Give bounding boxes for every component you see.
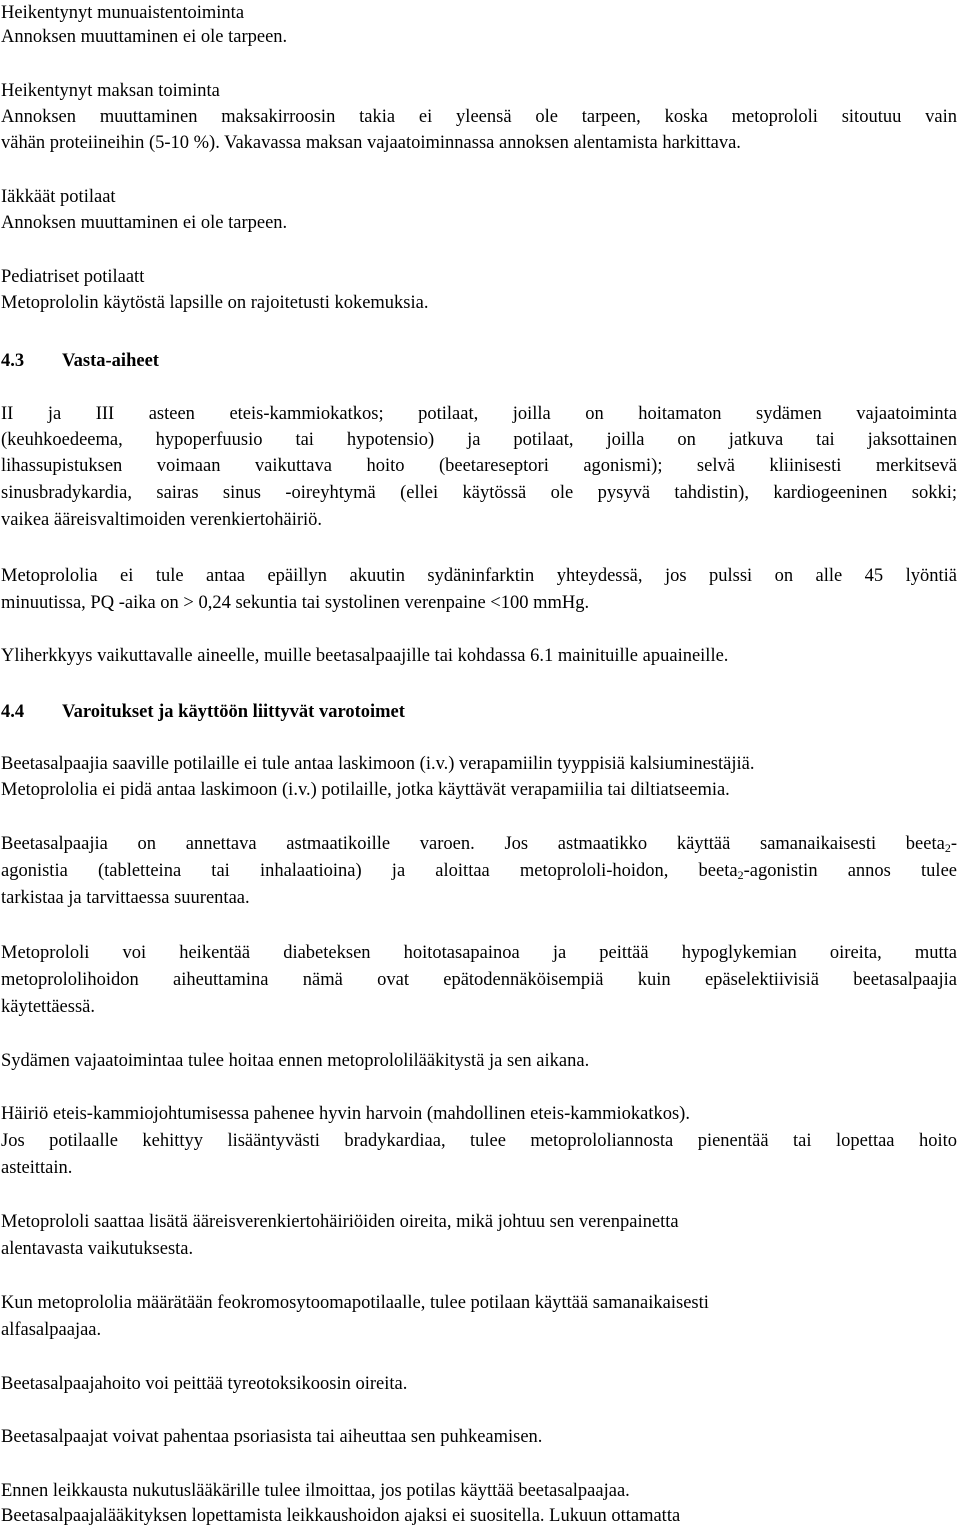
contraindications-line: vaikea ääreisvaltimoiden verenkiertohäiriö.: [1, 510, 323, 530]
hepatic-text-line-1: Annoksen muuttaminen maksakirroosin takia ei yleensä ole tarpeen, koska metoprololi sitoutuu vain: [1, 107, 957, 127]
hypersensitivity-text: Yliherkkyys vaikuttavalle aineelle, muille beetasalpaajille tai kohdassa 6.1 mainituille apuaineille.: [1, 646, 729, 666]
av-block-warning-line: Häiriö eteis-kammiojohtumisessa pahenee hyvin harvoin (mahdollinen eteis-kammiokatkos).: [1, 1104, 690, 1124]
psoriasis-warning: Beetasalpaajat voivat pahentaa psoriasista tai aiheuttaa sen puhkeamisen.: [1, 1427, 543, 1447]
thyrotoxicosis-warning: Beetasalpaajahoito voi peittää tyreotoksikoosin oireita.: [1, 1374, 408, 1394]
section-title: Varoitukset ja käyttöön liittyvät varotoimet: [62, 702, 405, 722]
section-4-3-heading: [1, 348, 159, 375]
asthma-warning-line-2: agonistia (tabletteina tai inhalaatioina) ja aloittaa metoprololi-hoidon, beeta$_2$-agonistin annos tulee: [1, 861, 957, 882]
asthma-warning-line-3: tarkistaa ja tarvittaessa suurentaa.: [1, 888, 250, 908]
av-block-warning-line: Jos potilaalle kehittyy lisääntyvästi bradykardiaa, tulee metoprololiannosta pienentää tai lopettaa hoito: [1, 1131, 957, 1151]
renal-heading: Heikentynyt munuaistentoiminta: [1, 3, 245, 23]
warning-line: Metoprololia ei pidä antaa laskimoon (i.v.) potilaille, jotka käyttävät verapamiilia tai diltiatseemia.: [1, 780, 730, 800]
renal-text: Annoksen muuttaminen ei ole tarpeen.: [1, 27, 288, 47]
circulation-warning-line: alentavasta vaikutuksesta.: [1, 1239, 194, 1259]
contraindications-line: (keuhkoedeema, hypoperfuusio tai hypotensio) ja potilaat, joilla on jatkuva tai jaksottainen: [1, 430, 957, 450]
surgery-warning-line: Beetasalpaajalääkityksen lopettamista leikkaushoidon ajaksi ei suositella. Lukuun ottamatta: [1, 1506, 681, 1526]
section-number: 4.4: [1, 702, 25, 722]
circulation-warning-line: Metoprololi saattaa lisätä ääreisverenkiertohäiriöiden oireita, mikä johtuu sen verenpainetta: [1, 1212, 679, 1232]
section-title: Vasta-aiheet: [62, 351, 159, 371]
pediatric-text: Metoprololin käytöstä lapsille on rajoitetusti kokemuksia.: [1, 293, 429, 313]
heart-failure-warning: Sydämen vajaatoimintaa tulee hoitaa ennen metoprololilääkitystä ja sen aikana.: [1, 1051, 590, 1071]
diabetes-warning-line: metoprololihoidon aiheuttamina nämä ovat epätodennäköisempiä kuin epäselektiivisiä beetasalpaajia: [1, 970, 957, 990]
hepatic-text-line-2: vähän proteiineihin (5-10 %). Vakavassa maksan vajaatoiminnassa annoksen alentamista harkittava.: [1, 133, 741, 153]
contraindications-line: lihassupistuksen voimaan vaikuttava hoito (beetareseptori agonismi); selvä kliinisesti merkitsevä: [1, 456, 957, 476]
hepatic-heading: Heikentynyt maksan toiminta: [1, 81, 220, 101]
diabetes-warning-line: Metoprololi voi heikentää diabeteksen hoitotasapainoa ja peittää hypoglykemian oireita, mutta: [1, 943, 957, 963]
elderly-text: Annoksen muuttaminen ei ole tarpeen.: [1, 213, 288, 233]
elderly-heading: Iäkkäät potilaat: [1, 187, 116, 207]
section-4-4-heading: [1, 699, 405, 726]
diabetes-warning-line: käytettäessä.: [1, 997, 95, 1017]
pediatric-heading: Pediatriset potilaatt: [1, 267, 145, 287]
surgery-warning-line: Ennen leikkausta nukutuslääkärille tulee ilmoittaa, jos potilas käyttää beetasalpaajaa.: [1, 1481, 630, 1501]
pheochromocytoma-warning-line: Kun metoprololia määrätään feokromosytoomapotilaalle, tulee potilaan käyttää samanaikaisesti: [1, 1293, 709, 1313]
av-block-warning-line: asteittain.: [1, 1158, 73, 1178]
asthma-warning-line-1: Beetasalpaajia on annettava astmaatikoille varoen. Jos astmaatikko käyttää samanaikaisesti beeta$_2$-: [1, 834, 957, 855]
mi-contraindication-line: Metoprololia ei tule antaa epäillyn akuutin sydäninfarktin yhteydessä, jos pulssi on alle 45 lyöntiä: [1, 566, 957, 586]
contraindications-line: II ja III asteen eteis-kammiokatkos; potilaat, joilla on hoitamaton sydämen vajaatoiminta: [1, 404, 957, 424]
mi-contraindication-line: minuutissa, PQ -aika on > 0,24 sekuntia tai systolinen verenpaine <100 mmHg.: [1, 593, 590, 613]
warning-line: Beetasalpaajia saaville potilaille ei tule antaa laskimoon (i.v.) verapamiilin tyyppisiä kalsiuminestäjiä.: [1, 754, 755, 774]
pheochromocytoma-warning-line: alfasalpaajaa.: [1, 1320, 102, 1340]
contraindications-line: sinusbradykardia, sairas sinus -oireyhtymä (ellei käytössä ole pysyvä tahdistin), kardiogeeninen sokki;: [1, 483, 957, 503]
section-number: 4.3: [1, 351, 25, 371]
